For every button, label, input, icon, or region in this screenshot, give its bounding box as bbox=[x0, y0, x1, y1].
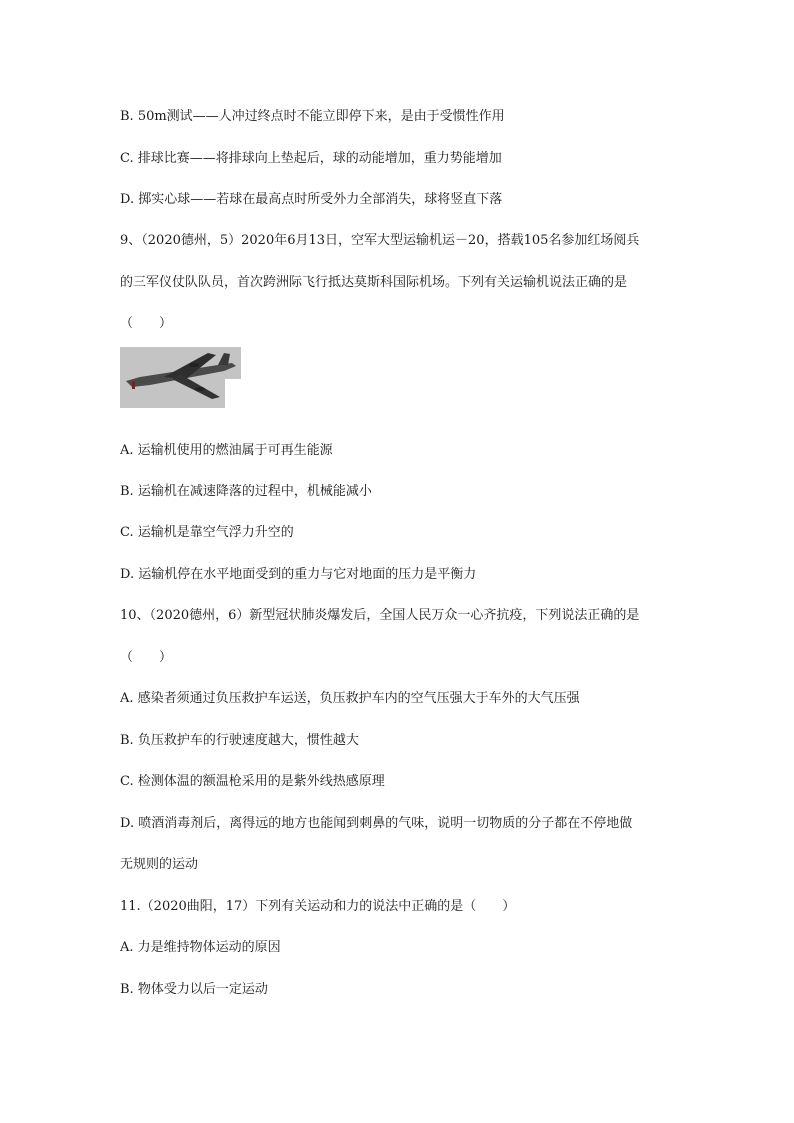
question-10-option-d-cont: 无规则的运动 bbox=[120, 857, 199, 872]
question-10-blank: （ ） bbox=[120, 650, 173, 665]
airplane-photo bbox=[120, 347, 241, 408]
question-11-option-a: A. 力是维持物体运动的原因 bbox=[120, 940, 281, 955]
question-10-option-d: D. 喷酒消毒剂后，离得远的地方也能闻到刺鼻的气味，说明一切物质的分子都在不停地做 bbox=[120, 816, 633, 831]
airplane-icon bbox=[120, 347, 241, 408]
question-9-stem: 9、（2020德州，5）2020年6月13日，空军大型运输机运－20，搭载105名参加红场阅兵 bbox=[120, 233, 640, 248]
question-9-option-b: B. 运输机在减速降落的过程中，机械能减小 bbox=[120, 484, 372, 499]
question-9-option-c: C. 运输机是靠空气浮力升空的 bbox=[120, 525, 294, 540]
question-9-stem-cont: 的三军仪仗队队员，首次跨洲际飞行抵达莫斯科国际机场。下列有关运输机说法正确的是 bbox=[120, 275, 628, 290]
question-11-option-b: B. 物体受力以后一定运动 bbox=[120, 982, 268, 997]
question-9-blank: （ ） bbox=[120, 316, 173, 331]
question-10-option-c: C. 检测体温的额温枪采用的是紫外线热感原理 bbox=[120, 774, 385, 789]
question-9-option-a: A. 运输机使用的燃油属于可再生能源 bbox=[120, 443, 333, 458]
question-11-stem: 11.（2020曲阳，17）下列有关运动和力的说法中正确的是（ ） bbox=[120, 899, 516, 914]
question-10-option-a: A. 感染者须通过负压救护车运送，负压救护车内的空气压强大于车外的大气压强 bbox=[120, 691, 580, 706]
question-10-stem: 10、（2020德州，6）新型冠状肺炎爆发后，全国人民万众一心齐抗疫，下列说法正确的是 bbox=[120, 608, 640, 623]
option-c-volleyball: C. 排球比赛——将排球向上垫起后，球的动能增加，重力势能增加 bbox=[120, 151, 502, 166]
option-d-shot-put: D. 掷实心球——若球在最高点时所受外力全部消失，球将竖直下落 bbox=[120, 192, 503, 207]
option-b-50m-test: B. 50m测试——人冲过终点时不能立即停下来，是由于受惯性作用 bbox=[120, 109, 505, 124]
question-10-option-b: B. 负压救护车的行驶速度越大，惯性越大 bbox=[120, 733, 359, 748]
question-9-option-d: D. 运输机停在水平地面受到的重力与它对地面的压力是平衡力 bbox=[120, 567, 477, 582]
